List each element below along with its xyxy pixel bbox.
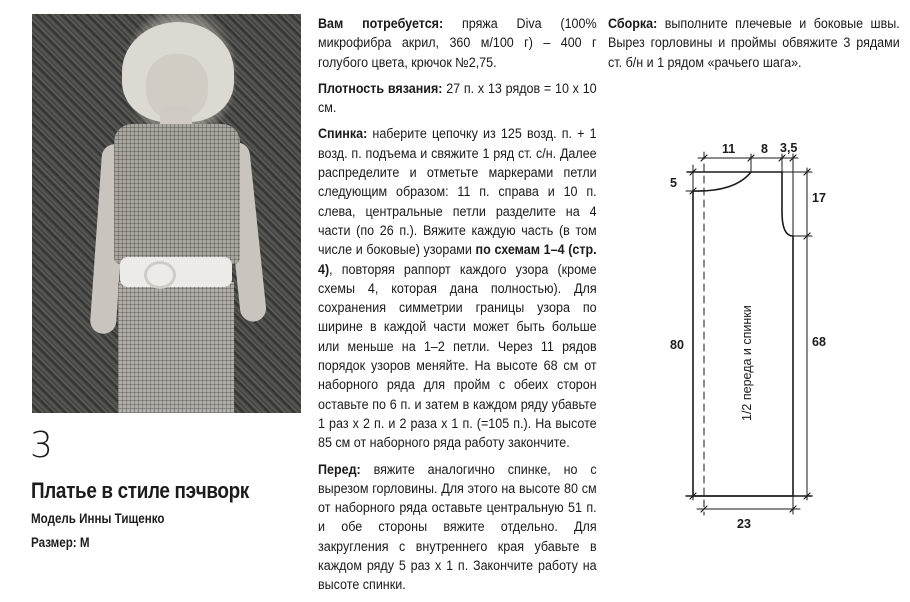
photo-dress-skirt — [118, 282, 234, 413]
dim-total-height: 80 — [670, 338, 684, 352]
photo-belt — [120, 257, 232, 287]
photo-belt-buckle — [144, 261, 176, 289]
back-paragraph — [318, 124, 597, 452]
back-text-1: наберите цепочку из 125 возд. п. + 1 возд. п. подъема и свяжите 1 ряд ст. с/н. Далее распределите и отметьте маркерами петли следующим образом: 11 п. справа и 10 п. слева, центральные петли разделите на 4 части (по 26 п.). Вяжите каждую часть (в том числе и боковые) узорами — [318, 126, 597, 258]
size-label: Размер: — [31, 535, 77, 550]
model-photo — [32, 14, 301, 413]
dim-armhole-width: 3,5 — [780, 141, 798, 155]
front-label: Перед: — [318, 461, 361, 477]
assembly-paragraph — [608, 14, 900, 72]
materials-paragraph — [318, 14, 597, 72]
piece-outline — [693, 172, 793, 496]
gauge-text: 27 п. х 13 рядов = 10 х 10 см. — [318, 80, 597, 116]
dim-shoulder-width: 8 — [761, 142, 768, 156]
assembly-text: выполните плечевые и боковые швы. Вырез горловины и проймы обвяжите 3 рядами ст. б/н и 1 рядом «рачьего шага». — [608, 16, 900, 70]
dim-neck-depth: 5 — [670, 176, 677, 190]
back-text-2: , повторяя раппорт каждого узора (кроме схемы 4, которая дана полностью). Для сохранения симметрии границы узора по ширине в каждой части может быть больше или меньше на 1–2 петли. Через 11 рядов порядок узоров меняйте. На высоте 68 см от наборного ряда для пройм с обеих сторон оставьте по 6 п. и затем в каждом ряду убавьте 1 раз х 2 п. и 2 раза х 1 п. (=105 п.). На высоте 85 см от наборного ряда работу закончите. — [318, 261, 597, 451]
size-line — [31, 535, 90, 550]
chart-reference: по схемам 1–4 (стр. 4) — [318, 242, 597, 277]
materials-text: пряжа Diva (100% микрофибра акрил, 360 м/100 г) – 400 г голубого цвета, крючок №2,75. — [318, 16, 597, 70]
pattern-title: Платье в стиле пэчворк — [31, 478, 249, 503]
dim-armhole-depth: 17 — [812, 191, 826, 205]
designer-credit: Модель Инны Тищенко — [31, 511, 165, 526]
size-value: М — [79, 535, 90, 550]
dim-neck-width: 11 — [722, 142, 736, 156]
front-text: вяжите аналогично спинке, но с вырезом горловины. Для этого на высоте 80 см от наборного ряда оставьте центральную 51 п. и обе стороны вяжите отдельно. Для закругления с внутреннего края убавьте в каждом ряду 5 раз х 1 п. Закончите работу на высоте спинки. — [318, 461, 597, 593]
dim-bottom-width: 23 — [737, 517, 751, 531]
gauge-label: Плотность вязания: — [318, 80, 443, 96]
pattern-number: 3 — [30, 425, 53, 466]
instructions-column — [318, 14, 597, 602]
piece-label: 1/2 переда и спинки — [740, 305, 754, 421]
photo-dress-top — [114, 124, 240, 264]
assembly-label: Сборка: — [608, 16, 658, 31]
assembly-column — [608, 14, 900, 79]
gauge-paragraph — [318, 79, 597, 118]
materials-label: Вам потребуется: — [318, 16, 444, 31]
front-paragraph — [318, 460, 597, 595]
dim-side-height: 68 — [812, 335, 826, 349]
back-label: Спинка: — [318, 126, 368, 142]
